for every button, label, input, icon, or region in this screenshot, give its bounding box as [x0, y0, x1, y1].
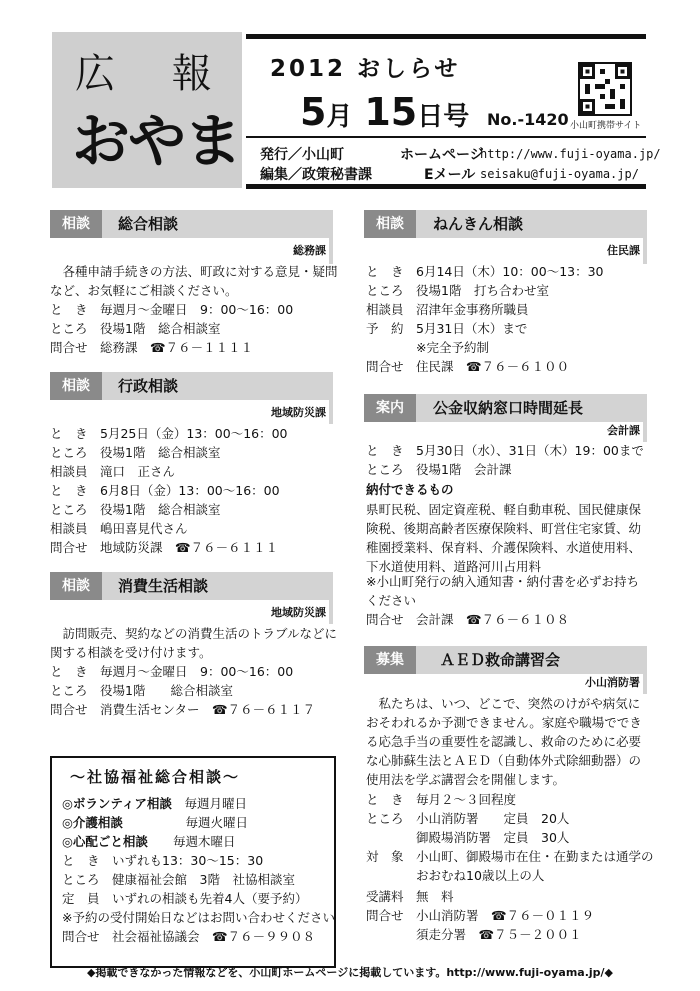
- header-rule-top: [246, 34, 646, 39]
- section-dept: 会計課: [607, 424, 640, 437]
- qr-caption: 小山町携帯サイト: [570, 121, 642, 131]
- info-row: と き 6月14日（木）10：00～13：30: [366, 264, 604, 279]
- email-address[interactable]: seisaku@fuji-oyama.jp/: [480, 167, 639, 181]
- section-body: 私たちは、いつ、どこで、突然のけがや病気におそわれるか予測できません。家庭や職場でできる応急手当の重要性を認識し、救命のために必要な心肺蘇生法とＡＥＤ（自動体外式除細動器）の使用法を学ぶ講習会を開催します。: [366, 696, 642, 787]
- info-row: ところ 健康福祉会館 3階 社協相談室: [62, 872, 295, 887]
- section-rule: [643, 646, 647, 694]
- section-body: 訪問販売、契約などの消費生活のトラブルなどに関する相談を受け付けます。: [50, 626, 338, 660]
- header-year: 2012 おしらせ: [270, 56, 461, 82]
- info-row: 問合せ 住民課 ☎７６－６１００: [366, 359, 570, 374]
- info-row: 定 員 いずれの相談も先着4人（要予約）: [62, 891, 308, 906]
- section-dept: 住民課: [607, 244, 640, 257]
- info-row: 問合せ 会計課 ☎７６－６１０８: [366, 612, 570, 627]
- footer-note: ◆掲載できなかった情報などを、小山町ホームページに掲載しています。http://www.fuji-oyama.jp/◆: [86, 966, 614, 979]
- section-rule: [329, 210, 333, 264]
- section-dept: 総務課: [293, 244, 326, 257]
- section-title: 消費生活相談: [118, 577, 209, 595]
- note: ※小山町発行の納入通知書・納付書を必ずお持ちください: [366, 574, 639, 608]
- info-row: 問合せ 総務課 ☎７６－１１１１: [50, 340, 254, 355]
- section-title: 総合相談: [118, 215, 179, 233]
- header-rule-bottom: [246, 184, 646, 189]
- header-rule-mid: [246, 136, 646, 138]
- section-title: 公金収納窓口時間延長: [433, 399, 584, 417]
- section-rule: [329, 372, 333, 424]
- info-row: と き 毎週月～金曜日 9：00～16：00: [50, 664, 294, 679]
- publisher: 発行／小山町: [260, 147, 344, 163]
- info-row: ※完全予約制: [416, 340, 489, 355]
- info-row: 問合せ 社会福祉協議会 ☎７６－９９０８: [62, 929, 316, 944]
- info-row: 問合せ 地域防災課 ☎７６－６１１１: [50, 540, 279, 555]
- info-row: 相談員 滝口 正さん: [50, 464, 176, 479]
- payable-items: 県町民税、固定資産税、軽自動車税、国民健康保険税、後期高齢者医療保険料、町営住宅家賃、幼稚園授業料、保育料、介護保険料、水道使用料、下水道使用料、道路河川占用料: [366, 502, 642, 574]
- info-row: おおむね10歳以上の人: [416, 868, 545, 883]
- logo-title: 広 報: [75, 51, 234, 97]
- logo-subtitle: おやま: [72, 107, 241, 175]
- section-tag: 相談: [364, 210, 416, 238]
- subheading: 納付できるもの: [366, 482, 454, 497]
- section-tag: 相談: [50, 372, 102, 400]
- section-tag: 募集: [364, 646, 416, 674]
- info-row: と き 6月8日（金）13：00～16：00: [50, 483, 280, 498]
- section-tag: 相談: [50, 210, 102, 238]
- info-row: ところ 役場1階 打ち合わせ室: [366, 283, 549, 298]
- section-dept: 小山消防署: [585, 676, 640, 689]
- info-row: 受講料 無 料: [366, 889, 454, 904]
- info-row: ところ 役場1階 会計課: [366, 462, 512, 477]
- info-row: 相談員 沼津年金事務所職員: [366, 302, 529, 317]
- section-title: ねんきん相談: [433, 215, 524, 233]
- header-issue-date: 5月 15日号: [300, 90, 470, 134]
- info-row: 御殿場消防署 定員 30人: [416, 830, 570, 845]
- section-tag: 相談: [50, 572, 102, 600]
- info-row: 問合せ 小山消防署 ☎７６－０１１９: [366, 908, 595, 923]
- section-tag: 案内: [364, 394, 416, 422]
- section-title: ＡＥＤ救命講習会: [440, 651, 561, 669]
- section-dept: 地域防災課: [271, 606, 326, 619]
- info-row: と き 毎月２～３回程度: [366, 792, 517, 807]
- section-rule: [643, 394, 647, 442]
- info-row: 問合せ 消費生活センター ☎７６－６１１７: [50, 702, 316, 717]
- info-row: ◎ボランティア相談 毎週月曜日: [62, 796, 247, 811]
- section-rule: [329, 572, 333, 624]
- qr-code-icon[interactable]: [578, 62, 632, 116]
- editor: 編集／政策秘書課: [260, 167, 372, 183]
- section-title: 行政相談: [118, 377, 179, 395]
- section-dept: 地域防災課: [271, 406, 326, 419]
- info-row: ◎心配ごと相談 毎週木曜日: [62, 834, 236, 849]
- section-body: 各種申請手続きの方法、町政に対する意見・疑問など、お気軽にご相談ください。: [50, 264, 338, 298]
- homepage-label: ホームページ: [400, 147, 484, 163]
- info-row: 予 約 5月31日（木）まで: [366, 321, 528, 336]
- section-rule: [643, 210, 647, 264]
- info-row: ところ 役場1階 総合相談室: [50, 683, 233, 698]
- info-row: と き 毎週月～金曜日 9：00～16：00: [50, 302, 294, 317]
- info-row: と き いずれも13：30～15：30: [62, 853, 264, 868]
- info-row: ところ 小山消防署 定員 20人: [366, 811, 570, 826]
- qr-pattern: [580, 64, 630, 114]
- info-row: ところ 役場1階 総合相談室: [50, 502, 221, 517]
- info-row: と き 5月30日（水）、31日（木）19：00まで: [366, 443, 644, 458]
- issue-number: No.-1420: [487, 110, 569, 129]
- email-label: Eメール: [424, 167, 476, 183]
- info-row: 相談員 嶋田喜見代さん: [50, 521, 188, 536]
- note: ※予約の受付開始日などはお問い合わせください: [62, 910, 335, 925]
- info-row: ところ 役場1階 総合相談室: [50, 445, 221, 460]
- info-row: ところ 役場1階 総合相談室: [50, 321, 221, 336]
- shakyo-title: ～社協福祉総合相談～: [70, 768, 241, 786]
- info-row: 須走分署 ☎７５－２００１: [416, 927, 582, 942]
- info-row: ◎介護相談 毎週火曜日: [62, 815, 248, 830]
- info-row: と き 5月25日（金）13：00～16：00: [50, 426, 288, 441]
- homepage-url[interactable]: http://www.fuji-oyama.jp/: [480, 147, 661, 161]
- info-row: 対 象 小山町、御殿場市在住・在勤または通学の: [366, 849, 654, 864]
